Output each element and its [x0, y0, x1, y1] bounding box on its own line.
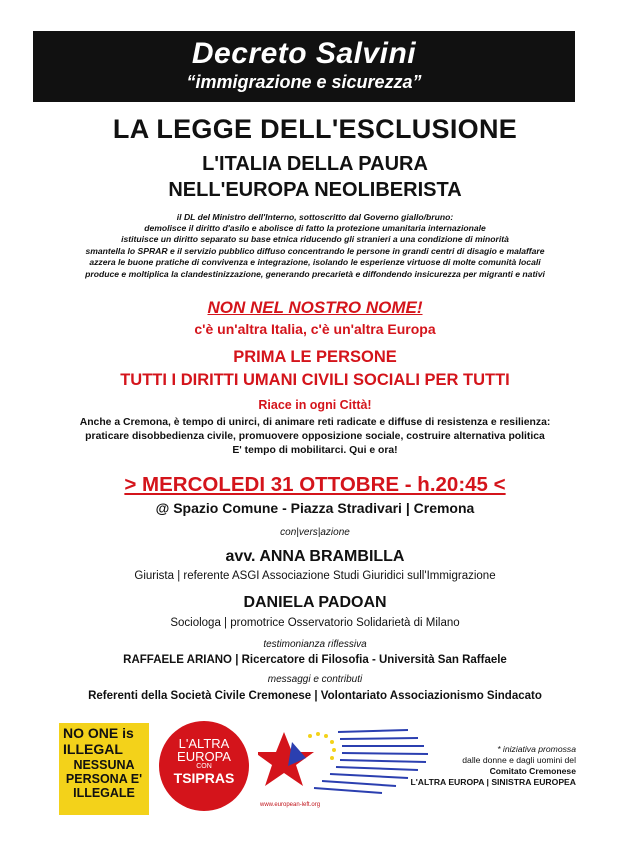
testimonianza-label: testimonianza riflessiva: [263, 639, 367, 650]
logo-text: EUROPA: [177, 749, 231, 764]
logo-text: NO ONE is ILLEGAL: [63, 725, 134, 757]
slogan-subtitle: c'è un'altra Italia, c'è un'altra Europa: [194, 321, 436, 337]
intro-line: istituisce un diritto separato su base etnica riducendo gli stranieri a una condizione di minorità: [121, 234, 509, 244]
intro-line: smantella lo SPRAR e il servizio pubblico diffuso concentrando le persone in grandi centri di disagio e malaffare: [85, 246, 545, 256]
note-line: L'ALTRA EUROPA | SINISTRA EUROPEA: [410, 777, 576, 787]
no-one-is-illegal-logo: [59, 723, 149, 815]
testimonianza-text: RAFFAELE ARIANO | Ricercatore di Filosofia - Università San Raffaele: [123, 654, 507, 666]
speaker1-role: Giurista | referente ASGI Associazione Studi Giuridici sull'Immigrazione: [134, 570, 496, 582]
note-line: * iniziativa promossa: [497, 744, 576, 754]
call-line: praticare disobbedienza civile, promuovere opposizione sociale, costruire alternativa politica: [85, 431, 545, 442]
event-date: > MERCOLEDI 31 OTTOBRE - h.20:45 <: [124, 473, 506, 496]
intro-line: azzera le buone pratiche di convivenza e integrazione, isolando le esperienze virtuose di molte comunità locali: [89, 257, 541, 267]
speaker1-name: avv. ANNA BRAMBILLA: [225, 548, 405, 565]
prima-le-persone: PRIMA LE PERSONE: [233, 348, 397, 366]
speaker2-role: Sociologa | promotrice Osservatorio Solidarietà di Milano: [170, 617, 460, 629]
logo-text: CON: [196, 763, 212, 770]
note-line: dalle donne e dagli uomini del: [462, 755, 576, 765]
conversazione-label: con|vers|azione: [280, 527, 350, 538]
altra-europa-logo: [159, 721, 249, 811]
messaggi-label: messaggi e contributi: [267, 674, 363, 685]
tutti-i-diritti: TUTTI I DIRITTI UMANI CIVILI SOCIALI PER TUTTI: [120, 371, 510, 389]
header-banner: [33, 31, 575, 102]
european-left-url: www.european-left.org: [260, 802, 321, 808]
header-subtitle: “immigrazione e sicurezza”: [186, 72, 422, 92]
call-line: Anche a Cremona, è tempo di unirci, di animare reti radicate e diffuse di resistenza e resilienza:: [79, 417, 551, 428]
intro-line: demolisce il diritto d'asilo e abolisce di fatto la protezione umanitaria internazionale: [144, 223, 486, 233]
call-line: E' tempo di mobilitarci. Qui e ora!: [232, 445, 398, 456]
note-line: Comitato Cremonese: [489, 766, 576, 776]
logo-text: L'ALTRA: [178, 736, 230, 751]
intro-line: il DL del Ministro dell'Interno, sottoscritto dal Governo giallo/bruno:: [176, 212, 454, 222]
riace: Riace in ogni Città!: [258, 398, 372, 412]
slogan: NON NEL NOSTRO NOME!: [207, 298, 423, 317]
messaggi-text: Referenti della Società Civile Cremonese | Volontariato Associazionismo Sindacato: [88, 690, 542, 702]
subheadline-1: L'ITALIA DELLA PAURA: [202, 153, 428, 175]
intro-line: produce e moltiplica la clandestinizzazione, generando precarietà e diffondendo insicurezza per migranti e nativi: [85, 269, 545, 279]
logo-text: NESSUNA PERSONA E' ILLEGALE: [65, 758, 143, 800]
logo-text: TSIPRAS: [173, 770, 235, 786]
subheadline-2: NELL'EUROPA NEOLIBERISTA: [168, 179, 462, 201]
promoters-note: [390, 744, 576, 788]
headline: LA LEGGE DELL'ESCLUSIONE: [112, 114, 518, 144]
header-title: Decreto Salvini: [191, 37, 417, 70]
event-venue: @ Spazio Comune - Piazza Stradivari | Cremona: [155, 500, 475, 516]
speaker2-name: DANIELA PADOAN: [243, 594, 387, 611]
